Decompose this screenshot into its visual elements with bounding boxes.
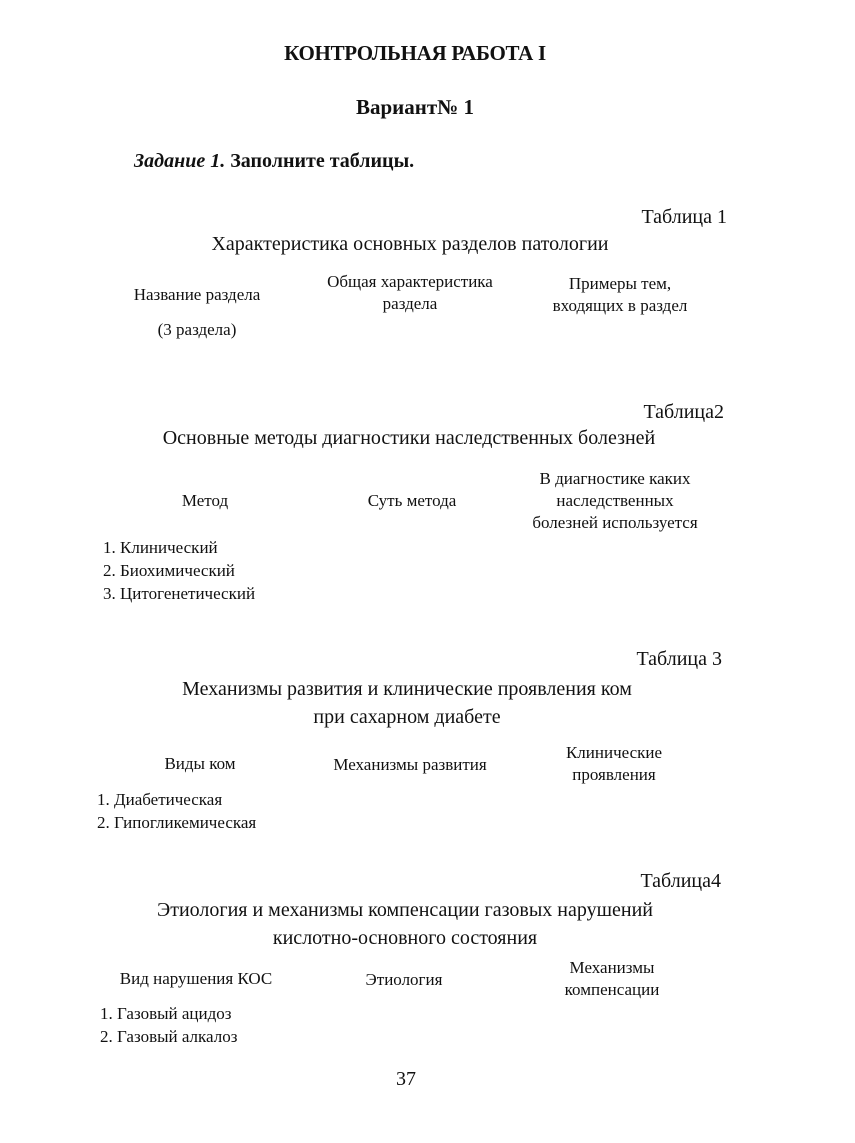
column-header-line: Механизмы <box>569 958 655 977</box>
task-heading <box>134 150 414 173</box>
column-header: Виды ком <box>164 754 236 773</box>
column-header-line: входящих в раздел <box>552 296 688 315</box>
table-label: Таблица 3 <box>636 648 722 670</box>
column-header-line: болезней используется <box>532 513 698 532</box>
column-header <box>512 957 712 1001</box>
table-row: 2. Биохимический <box>103 561 235 580</box>
table-row: 1. Газовый ацидоз <box>100 1004 232 1023</box>
table-caption-line: кислотно-основного состояния <box>272 927 538 949</box>
column-header: Этиология <box>365 970 443 989</box>
column-header: Вид нарушения КОС <box>119 969 273 988</box>
page-number: 37 <box>396 1068 416 1090</box>
column-header: Название раздела <box>133 285 261 304</box>
table-row-list <box>103 536 255 605</box>
column-header <box>300 271 520 315</box>
column-note: (3 раздела) <box>157 320 237 339</box>
table-row-list <box>100 1002 237 1048</box>
table-row: 3. Цитогенетический <box>103 584 256 603</box>
column-header <box>505 468 725 534</box>
column-header-line: раздела <box>382 294 438 313</box>
column-header: Суть метода <box>367 491 457 510</box>
table-caption-line: Этиология и механизмы компенсации газовых нарушений <box>157 899 653 921</box>
table-row: 2. Гипогликемическая <box>97 813 257 832</box>
table-caption <box>0 675 814 731</box>
column-header <box>520 273 720 317</box>
page-title: КОНТРОЛЬНАЯ РАБОТА I <box>284 41 546 65</box>
table-caption-line: Механизмы развития и клинические проявления ком <box>182 678 632 700</box>
task-text: Заполните таблицы. <box>230 150 415 172</box>
table-row: 2. Газовый алкалоз <box>100 1027 238 1046</box>
column-header-line: Примеры тем, <box>568 274 672 293</box>
table-row-list <box>97 788 256 834</box>
table-label: Таблица 1 <box>641 206 727 228</box>
table-caption <box>0 896 810 952</box>
column-header: Механизмы развития <box>333 755 487 774</box>
column-header-line: В диагностике каких <box>539 469 691 488</box>
column-header-line: Общая характеристика <box>327 272 493 291</box>
table-row: 1. Клинический <box>103 538 218 557</box>
variant-heading: Вариант№ 1 <box>355 95 475 119</box>
column-header <box>514 742 714 786</box>
table-label: Таблица2 <box>643 401 724 423</box>
column-header-line: проявления <box>572 765 656 784</box>
column-header: Метод <box>181 491 229 510</box>
column-header-line: наследственных <box>556 491 674 510</box>
task-label: Задание 1. <box>134 150 226 172</box>
table-label: Таблица4 <box>640 870 721 892</box>
table-caption-line: при сахарном диабете <box>313 706 501 728</box>
table-caption: Характеристика основных разделов патологии <box>211 233 609 255</box>
table-row: 1. Диабетическая <box>97 790 223 809</box>
column-header-line: компенсации <box>564 980 660 999</box>
table-caption: Основные методы диагностики наследственных болезней <box>162 427 656 449</box>
column-header-line: Клинические <box>565 743 663 762</box>
